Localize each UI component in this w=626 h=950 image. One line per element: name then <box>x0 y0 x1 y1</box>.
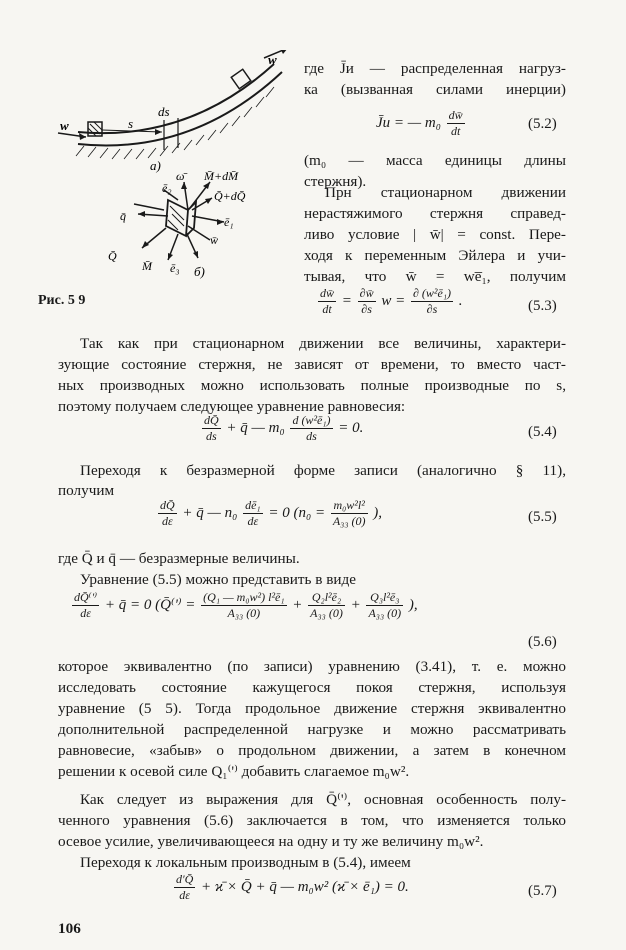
label-Q-dQ: Q̄+dQ̄ <box>214 189 246 203</box>
label-M: M̄ <box>142 259 152 273</box>
eq53-n1: dw̄ <box>320 286 335 300</box>
equation-5-4 <box>200 413 363 444</box>
p6-line-0: Переходя к локальным производным в (5.4), имеем <box>80 854 411 871</box>
eq57-rest: + ϰ̄ × Q̄ + q̄ — m₀w² (ϰ̄ × ē₁) = 0. <box>200 878 409 895</box>
equation-5-6 <box>70 590 418 621</box>
p5-line-0: Как следует из выражения для Q̄⁽'⁾, основная особенность полу- <box>80 791 566 808</box>
eq56-plus2: + <box>350 596 361 613</box>
eq54-n1: dQ̄ <box>204 413 219 427</box>
label-e3: ē₃ <box>170 261 180 275</box>
rc-line-3: (m₀ — масса единицы длины <box>304 152 566 169</box>
label-e2: ē₂ <box>162 181 172 195</box>
eq53-d1: dt <box>322 302 332 316</box>
eq57-frac-1 <box>174 872 195 903</box>
p1-line-3: поэтому получаем следующее уравнение равновесия: <box>58 398 406 415</box>
label-w-vec: w̄ <box>210 233 219 247</box>
eq56-frac-3 <box>308 590 345 621</box>
eq53-frac-1 <box>318 286 336 317</box>
rc-line-2: ка (вызванная силами инерции) <box>304 81 566 98</box>
eq56-plus1: + <box>292 596 303 613</box>
label-w-right: w <box>268 52 277 67</box>
equation-5-5 <box>156 498 382 529</box>
eq56-d4: A₃₃ (0) <box>368 606 402 620</box>
p2-line-1: получим <box>58 482 115 499</box>
eq-label-5-3: (5.3) <box>528 298 557 314</box>
eq55-n2: dē₁ <box>245 498 261 512</box>
p4-line-4: равновесие, «забыв» о продольном движении, а затем в конечном <box>58 742 566 759</box>
p4-line-5: решении к осевой силе Q₁⁽'⁾ добавить слагаемое m₀w². <box>58 763 410 780</box>
eq57-d1: dε <box>179 888 190 902</box>
eq56-n3: Q₂l²ē₂ <box>308 590 345 606</box>
figure-5-9 <box>38 50 300 282</box>
p5-line-1: ченного уравнения (5.6) заключается в том, что изменяется только <box>58 812 566 829</box>
eq55-close: ), <box>373 504 382 521</box>
eq56-n1: dQ̄⁽'⁾ <box>74 590 98 604</box>
label-a: a) <box>150 158 161 173</box>
p3-line-0: где Q̄ и q̄ — безразмерные величины. <box>58 550 300 567</box>
rod-upper-edge <box>78 64 274 133</box>
eq56-n4: Q₃l²ē₃ <box>366 590 403 606</box>
p4-line-2: уравнение (5 5). Тогда продольное движение стержня эквивалентно <box>58 700 566 717</box>
rc-para-line-1: нерастяжимого стержня справед- <box>304 205 566 222</box>
eq53-d3: ∂s <box>426 302 438 316</box>
eq55-frac-3 <box>331 498 368 529</box>
equation-5-7 <box>172 872 409 903</box>
eq52-num: dw̄ <box>448 108 463 122</box>
eq55-n3: m₀w²l² <box>331 498 368 514</box>
rc-para-line-4: тывая, что w̄ = we̅₁, получим <box>304 268 566 285</box>
eq55-mid: + q̄ — n₀ <box>182 504 238 521</box>
p4-line-1: исследовать состояние кажущегося покоя стержня, используя <box>58 679 566 696</box>
eq53-frac-2 <box>358 286 376 317</box>
label-b: б) <box>194 264 205 279</box>
eq54-tail: = 0. <box>338 419 364 436</box>
eq52-den: dt <box>451 124 461 138</box>
p4-line-0: которое эквивалентно (по записи) уравнению (3.41), т. е. можно <box>58 658 566 675</box>
eq53-period: . <box>458 292 463 309</box>
eq56-d1: dε <box>80 606 91 620</box>
eq55-frac-2 <box>243 498 263 529</box>
eq52-lhs: J̄и = — m₀ <box>376 114 441 131</box>
label-M-dM: M̄+dM̄ <box>204 169 239 183</box>
p4-line-3: дополнительной распределенной нагрузке и можно рассматривать <box>58 721 566 738</box>
equation-5-2 <box>376 108 467 139</box>
eq55-n1: dQ̄ <box>160 498 175 512</box>
p1-line-2: ных производных можно использовать полные производные по s, <box>58 377 566 394</box>
eq53-mid: w = <box>381 292 406 309</box>
eq54-frac-2 <box>290 413 332 444</box>
rc-para-line-2: ливо условие | w̄| = const. Пере- <box>304 226 566 243</box>
p5-line-2: осевое усилие, увеличивающееся на одну и ту же величину m₀w². <box>58 833 484 850</box>
page-number: 106 <box>58 920 81 937</box>
label-s: s <box>128 116 134 131</box>
eq53-d2: ∂s <box>361 302 372 316</box>
p1-line-0: Так как при стационарном движении все величины, характери- <box>80 335 566 352</box>
p2-line-0: Переходя к безразмерной форме записи (аналогично § 11), <box>80 462 566 479</box>
eq-label-5-7: (5.7) <box>528 883 557 899</box>
eq55-tail: = 0 (n₀ = <box>268 504 326 521</box>
p3-line-1: Уравнение (5.5) можно представить в виде <box>80 571 357 588</box>
eq-label-5-2: (5.2) <box>528 116 557 132</box>
eq53-n2: ∂w̄ <box>359 286 374 300</box>
label-q: q̄ <box>120 209 126 223</box>
eq54-d2: ds <box>306 429 317 443</box>
rc-line-1: где J̄и — распределенная нагруз- <box>304 60 566 77</box>
eq55-d2: dε <box>247 514 259 528</box>
label-ds: ds <box>158 104 170 119</box>
rc-para-line-3: ходя к переменным Эйлера и учи- <box>304 247 566 264</box>
eq55-d3: A₃₃ (0) <box>332 514 366 528</box>
eq-label-5-6: (5.6) <box>528 634 557 650</box>
rc-para-line-0: Прн стационарном движении <box>325 184 566 201</box>
label-Q: Q̄ <box>108 249 117 263</box>
p1-line-1: зующие состояние стержня, не зависят от времени, то вместо част- <box>58 356 566 373</box>
eq-label-5-5: (5.5) <box>528 509 557 525</box>
eq52-fraction <box>447 108 465 139</box>
eq56-frac-4 <box>366 590 403 621</box>
eq56-frac-2 <box>201 590 286 621</box>
rc-line-4: стержня). <box>304 173 367 190</box>
eq55-frac-1 <box>158 498 177 529</box>
eq56-mid: + q̄ = 0 (Q̄⁽'⁾ = <box>104 596 196 613</box>
label-e1: ē₁ <box>224 215 234 229</box>
label-w-left: w <box>60 118 69 133</box>
eq-label-5-4: (5.4) <box>528 424 557 440</box>
eq56-d2: A₃₃ (0) <box>227 606 261 620</box>
eq55-d1: dε <box>161 514 173 528</box>
equation-5-3 <box>316 286 463 317</box>
eq53-eq1: = <box>341 292 352 309</box>
eq54-frac-1 <box>202 413 221 444</box>
eq53-n3: ∂ (w²ē₁) <box>412 286 451 300</box>
eq56-close: ), <box>408 596 418 613</box>
eq53-frac-3 <box>411 286 453 317</box>
eq56-frac-1 <box>72 590 99 621</box>
eq56-n2: (Q₁ — m₀w²) l²ē₁ <box>203 590 285 604</box>
eq54-n2: d (w²ē₁) <box>292 413 331 427</box>
eq54-d1: ds <box>206 429 217 443</box>
eq54-mid: + q̄ — m₀ <box>226 419 285 436</box>
label-omega: ω̄ <box>176 169 185 183</box>
figure-caption: Рис. 5 9 <box>38 293 86 308</box>
eq56-d3: A₃₃ (0) <box>310 606 343 620</box>
eq57-n1: d'Q̄ <box>176 872 194 886</box>
